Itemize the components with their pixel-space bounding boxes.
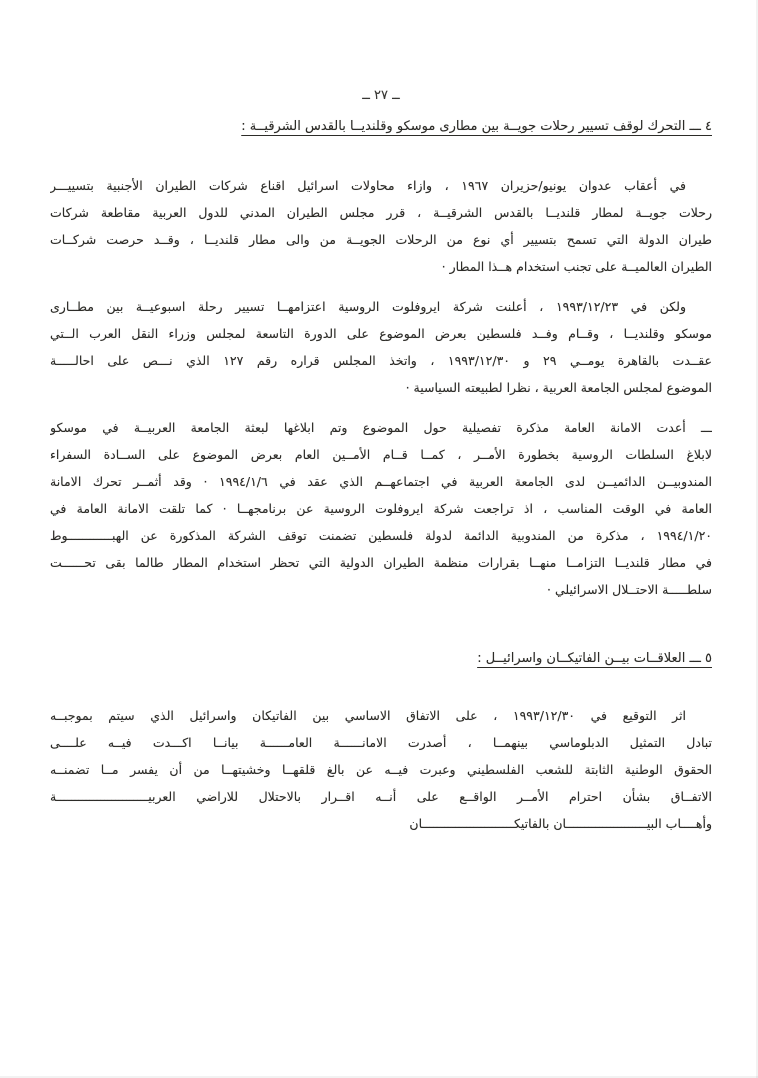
section-vatican-israel	[50, 651, 712, 837]
text-line: العامة في الوقت المناسب ، اذ تراجعت شركة ايروفلوت الروسية عن برنامجهــا · كما تلقت الامانة العامة في	[50, 501, 712, 516]
text-line: لابلاغ السلطات الروسية بخطورة الأمــر ، كمــا قــام الأمــين العام بعرض الموضوع على الســادة السفراء	[50, 447, 712, 462]
paragraph-flights-2	[50, 293, 712, 401]
text-line: سلطـــــة الاحتــلال الاسرائيلي ·	[547, 582, 712, 597]
section-flights-heading: ٤ ـــ التحرك لوقف تسيير رحلات جويــة بين مطارى موسكو وقلنديــا بالقدس الشرقيــة :	[241, 119, 712, 134]
paragraph-flights-3	[50, 414, 712, 603]
text-line: في مطار قلنديــا التزامــا منهــا بقرارات منظمة الطيران الدولية التي تحظر استخدام المطار طالما بقى تحــــــت	[50, 555, 712, 570]
text-line: في أعقاب عدوان يونيو/حزيران ١٩٦٧ ، وازاء محاولات اسرائيل اقناع شركات الطيران الأجنبية بتسييـــر	[50, 178, 686, 193]
page-number: ــ ٢٧ ــ	[362, 88, 400, 103]
text-line: الاتفــاق بشأن احترام الأمــر الواقــع على أنــه اقــرار بالاحتلال للاراضي العربيـــــــــــــــــــــــــة	[50, 789, 712, 804]
text-line: موسكو وقلنديــا ، وقــام وفــد فلسطين بعرض الموضوع على الدورة التاسعة لمجلس وزراء النقل العرب الــتي	[50, 326, 712, 341]
text-line: الحقوق الوطنية الثابتة للشعب الفلسطيني وعبرت فيــه عن بالغ قلقهــا وخشيتهــا من أن يفسر مــا تضمنــه	[50, 762, 712, 777]
text-line: تبادل التمثيل الدبلوماسي بينهمــا ، أصدرت الامانــــــة العامــــــة بيانــا اكـــدت فيــه علــــى	[50, 735, 712, 750]
text-line: وأهــــاب البيــــــــــــــــــــــان بالفاتيكـــــــــــــــــــــــــان	[409, 816, 712, 831]
paragraph-vatican-1	[50, 702, 712, 837]
text-line: الموضوع لمجلس الجامعة العربية ، نظرا لطبيعته السياسية ·	[405, 380, 712, 395]
text-line: الطيران العالميــة على تجنب استخدام هــذا المطار ·	[441, 259, 712, 274]
text-line: رحلات جويــة لمطار قلنديــا بالقدس الشرقيــة ، قرر مجلس الطيران المدني للدول العربية مقاطعة شركات	[50, 205, 712, 220]
section-vatican-heading: ٥ ـــ العلاقــات بيــن الفاتيكــان واسرائيــل :	[477, 651, 712, 666]
paragraph-flights-1	[50, 172, 712, 280]
text-line: عقــدت بالقاهرة يومــي ٢٩ و ١٩٩٣/١٢/٣٠ ، واتخذ المجلس قراره رقم ١٢٧ الذي نـــص على احالـــــة	[50, 353, 712, 368]
text-line: ـــ أعدت الامانة العامة مذكرة تفصيلية حول الموضوع وتم ابلاغها لبعثة الجامعة العربيــة في موسكو	[50, 420, 712, 435]
section-flights-qalandia	[50, 119, 712, 603]
text-line: طيران الدولة التي تسمح بتسيير أي نوع من الرحلات الجويــة من والى مطار قلنديــا ، وقــد حرصت شركــات	[50, 232, 712, 247]
text-line: المندوبيــن الدائميــن لدى الجامعة العربية في اجتماعهــم الذي عقد في ١٩٩٤/١/٦ · وقد أثمــر تحرك الامانة	[50, 474, 712, 489]
text-line: ولكن في ١٩٩٣/١٢/٢٣ ، أعلنت شركة ايروفلوت الروسية اعتزامهــا تسيير رحلة اسبوعيــة بين مطــارى	[50, 299, 686, 314]
text-line: اثر التوقيع في ١٩٩٣/١٢/٣٠ ، على الاتفاق الاساسي بين الفاتيكان واسرائيل الذي سيتم بموجبــه	[50, 708, 686, 723]
text-line: ١٩٩٤/١/٢٠ ، مذكرة من المندوبية الدائمة لدولة فلسطين تضمنت توقف الشركة المذكورة عن الهبــــــــــــوط	[50, 528, 712, 543]
